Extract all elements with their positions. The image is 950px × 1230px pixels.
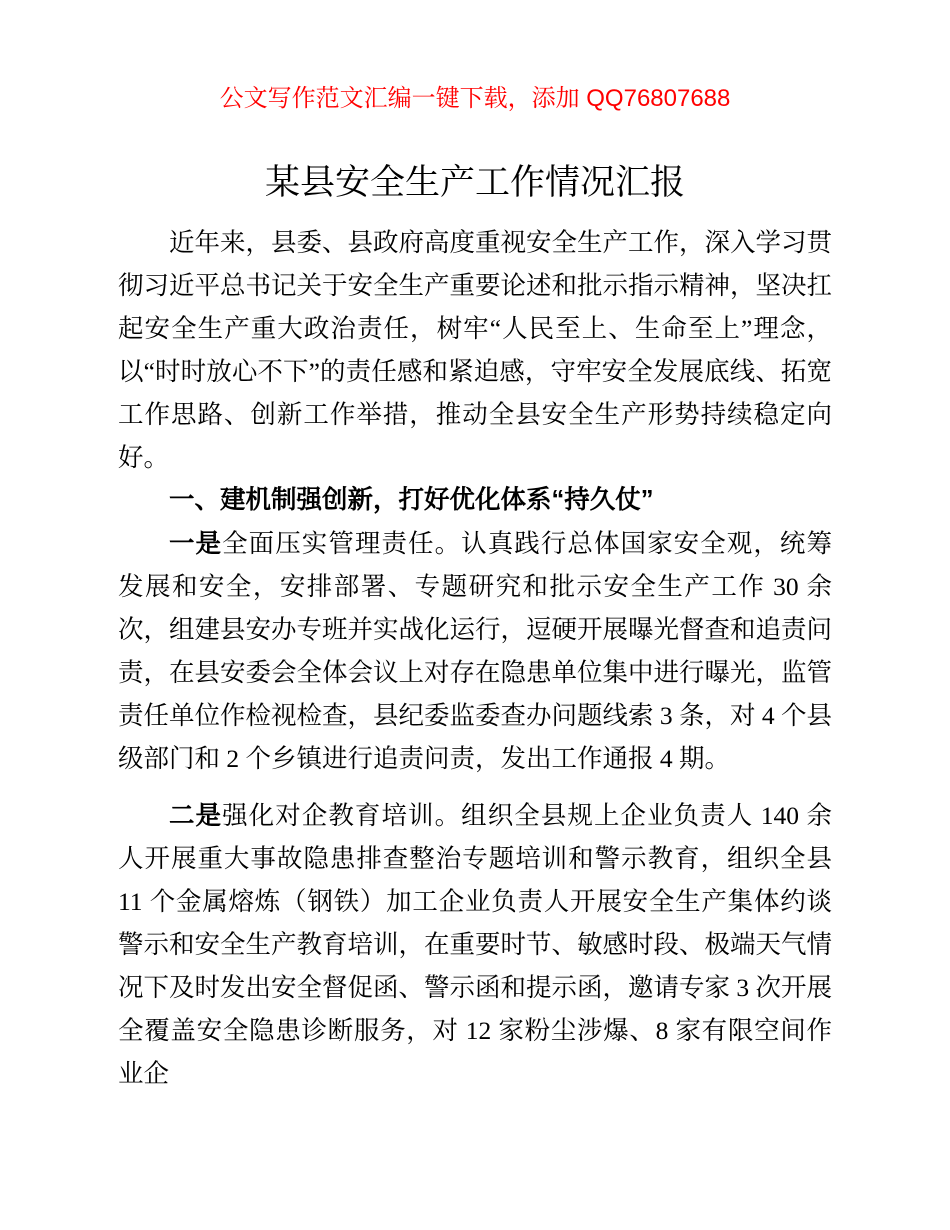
page-title: 某县安全生产工作情况汇报 [264,163,685,202]
paragraph-lead-1: 一是 [169,529,223,558]
paragraph-item-2 [118,794,832,1095]
paragraph-text-2: 强化对企教育培训。组织全县规上企业负责人 140 余人开展重大事故隐患排查整治专题培训和警示教育，组织全县 11 个金属熔炼（钢铁）加工企业负责人开展安全生产集体约谈警示和安全生产教育培训，在重要时节、敏感时段、极端天气情况下及时发出安全督促函、警示函和提示函，邀请专家 3 次开展全覆盖安全隐患诊断服务，对 12 家粉尘涉爆、8 家有限空间作业企 [118,801,833,1088]
section-heading-1: 一、建机制强创新，打好优化体系“持久仗” [169,486,654,514]
paragraph-text-1: 全面压实管理责任。认真践行总体国家安全观，统筹发展和安全，安排部署、专题研究和批示安全生产工作 30 余次，组建县安办专班并实战化运行，逗硬开展曝光督查和追责问责，在县安委会全体会议上对存在隐患单位集中进行曝光，监管责任单位作检视检查，县纪委监委查办问题线索 3 条，对 4 个县级部门和 2 个乡镇进行追责问责，发出工作通报 4 期。 [118,529,833,773]
header-notice: 公文写作范文汇编一键下载，添加 QQ76807688 [219,85,731,112]
paragraph-lead-2: 二是 [169,801,223,830]
intro-paragraph: 近年来，县委、县政府高度重视安全生产工作，深入学习贯彻习近平总书记关于安全生产重要论述和批示指示精神，坚决扛起安全生产重大政治责任，树牢“人民至上、生命至上”理念，以“时时放心不下”的责任感和紧迫感，守牢安全发展底线、拓宽工作思路、创新工作举措，推动全县安全生产形势持续稳定向好。 [118,228,833,472]
document-body [118,221,832,1095]
paragraph-item-1 [118,522,832,780]
